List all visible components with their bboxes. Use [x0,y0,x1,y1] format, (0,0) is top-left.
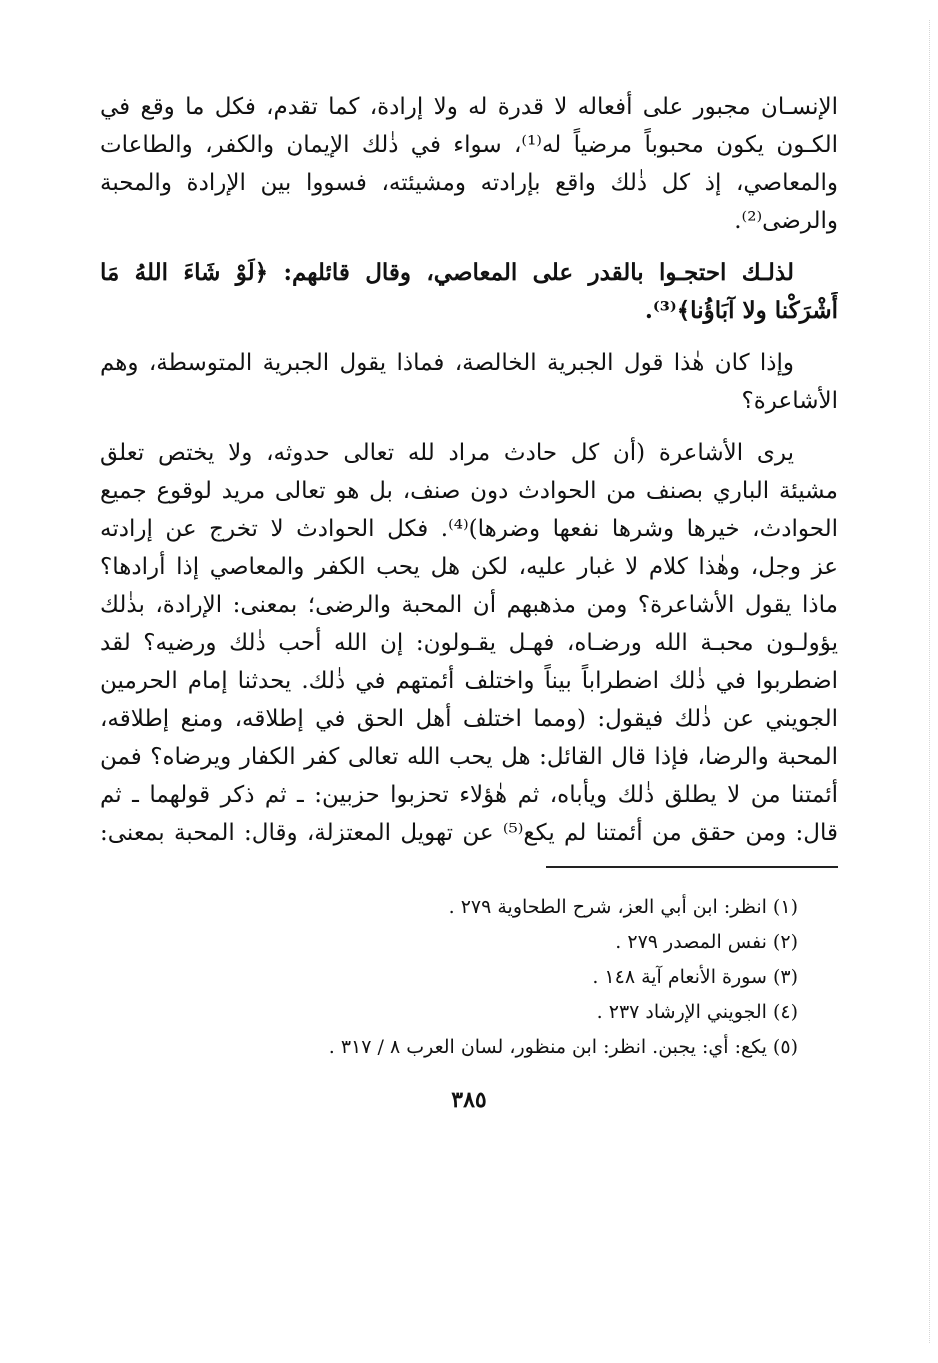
paragraph-3 [100,344,838,420]
text-line: والمعاصي، إذ كل ذٰلك واقع بإرادته ومشيئته، فسووا بين الإرادة والمحبة [100,170,838,196]
text-line: ماذا يقول الأشاعرة؟ ومن مذهبهم أن المحبة والرضى؛ بمعنى: الإرادة، بذٰلك [100,592,838,618]
text-line: المحبة والرضا، فإذا قال القائل: هل يحب الله تعالى كفر الكفار ويرضاه؟ فمن [100,744,838,770]
footnote-item: (٢) نفس المصدر ٢٧٩ . [615,931,798,953]
text-line: مشيئة الباري بصنف من الحوادث دون صنف، بل هو تعالى مريد لوقوع جميع [100,478,838,504]
footnote-item: (٤) الجويني الإرشاد ٢٣٧ . [596,1001,798,1023]
text-line: يؤولـون محبـة الله ورضـاه، فهـل يقـولون: إن الله أحب ذٰلك ورضيه؟ لقد [100,630,838,656]
footnote-item: (٣) سورة الأنعام آية ١٤٨ . [592,966,798,988]
page-number: ٣٨٥ [451,1087,487,1113]
main-text [100,88,838,852]
paragraph-1 [100,88,838,240]
text-line: اضطربوا في ذٰلك اضطراباً بيناً واختلف أئمتهم في ذٰلك. يحدثنا إمام الحرمين [100,668,838,694]
footnotes [100,890,838,1065]
paragraph-4 [100,434,838,852]
text-line: أئمتنا من لا يطلق ذٰلك ويأباه، ثم هٰؤلاء تحزبوا حزبين: ـ ثم ذكر قولهما ـ ثم [100,782,838,808]
footnote-item: (١) انظر: ابن أبي العز، شرح الطحاوية ٢٧٩ . [448,896,798,918]
text-line-quran: أَشْرَكْنا ولا آبَاؤُنا﴾⁽³⁾. [644,297,838,324]
text-line: الأشاعرة؟ [741,388,838,414]
text-line: الإنسـان مجبور على أفعاله لا قدرة له ولا إرادة، كما تقدم، فكل ما وقع في [100,94,838,120]
text-line: وإذا كان هٰذا قول الجبرية الخالصة، فماذا يقول الجبرية المتوسطة، وهم [100,350,794,376]
text-line: الكـون يكون محبوباً مرضياً له⁽¹⁾، سواء في ذٰلك الإيمان والكفر، والطاعات [100,132,838,158]
scan-edge-dots [928,20,930,1343]
text-line: الجويني عن ذٰلك فيقول: (ومما اختلف أهل الحق في إطلاقه، ومنع إطلاقه، [100,706,838,732]
footnote-divider [546,866,838,868]
footnote-item: (٥) يكع: أي: يجبن. انظر: ابن منظور، لسان العرب ٨ / ٣١٧ . [328,1036,798,1058]
text-line: والرضى⁽²⁾. [734,208,838,234]
paragraph-2 [100,254,838,330]
text-line: يرى الأشاعرة (أن كل حادث مراد لله تعالى حدوثه، ولا يختص تعلق [100,440,794,466]
text-line: قال: ومن حقق من أئمتنا لم يكع⁽⁵⁾ عن تهويل المعتزلة، وقال: المحبة بمعنى: [100,820,838,846]
text-line: الحوادث، خيرها وشرها نفعها وضرها)⁽⁴⁾. فكل الحوادث لا تخرج عن إرادته [100,516,838,542]
text-line-quran: لذلـك احتجـوا بالقدر على المعاصي، وقال قائلهم: ﴿لَوْ شَاءَ اللهُ مَا [100,259,794,286]
text-line: عز وجل، وهٰذا كلام لا غبار عليه، لكن هل يحب الكفر والمعاصي إذا أرادها؟ [100,554,838,580]
